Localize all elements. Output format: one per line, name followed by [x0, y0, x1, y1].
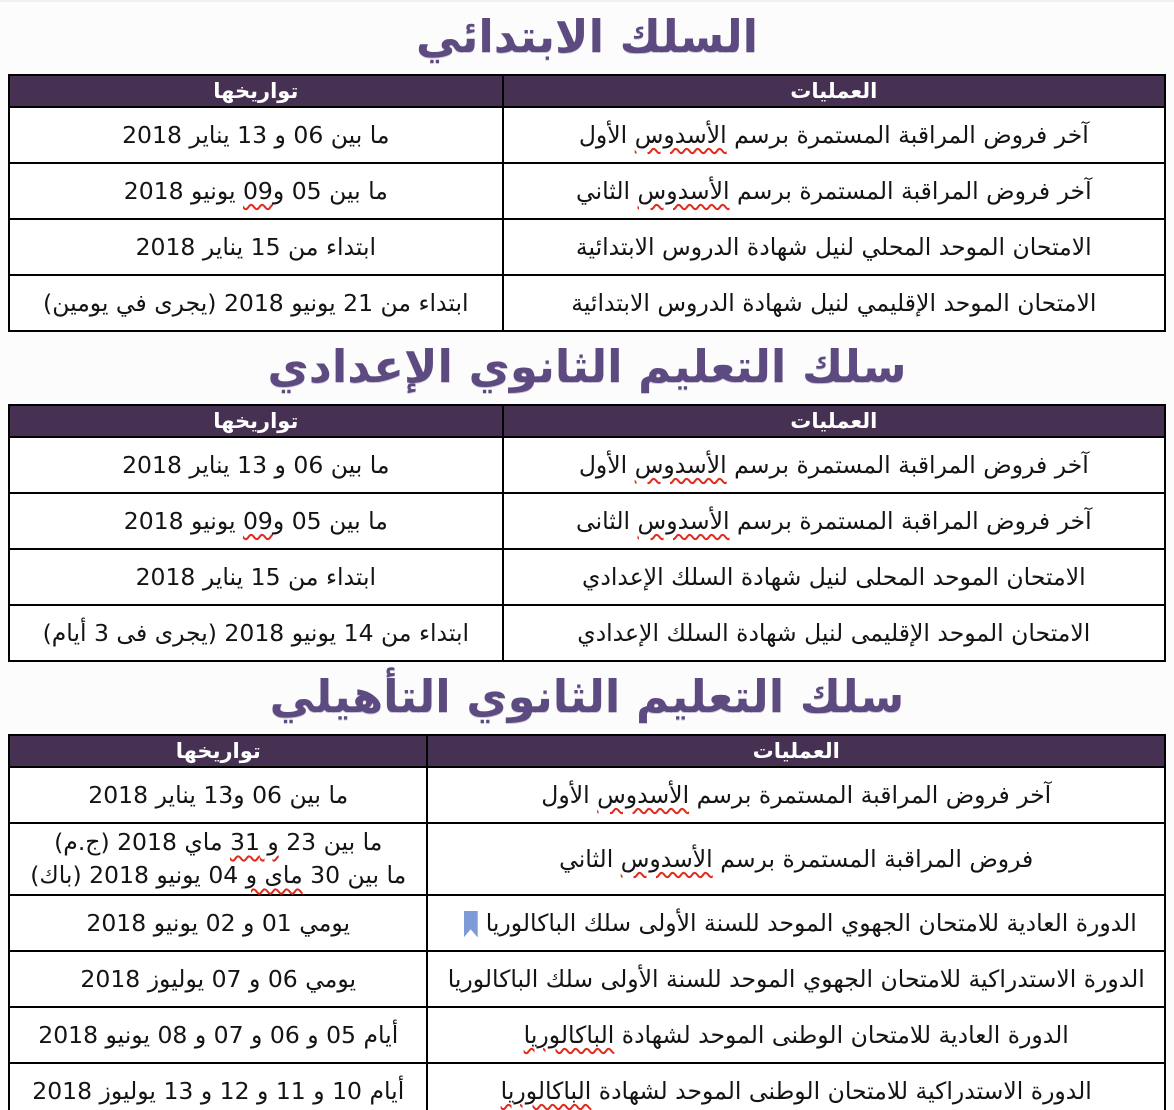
date-text: أيام 10 و 11 و 12 و 13 يوليوز 2018 — [32, 1076, 405, 1105]
operation-text: الدورة العادية للامتحان الجهوي الموحد للسنة الأولى سلك الباكالوريا — [485, 908, 1137, 937]
date-text: ماي 2018 (ج.م) — [54, 828, 231, 856]
header-row — [9, 735, 1165, 767]
operation-text: الامتحان الموحد الإقليمى لنيل شهادة السلك الإعدادي — [577, 618, 1091, 647]
dates-cell — [9, 549, 503, 605]
operations-column-header: العمليات — [503, 405, 1165, 437]
date-text: ابتداء من 15 يناير 2018 — [135, 232, 377, 261]
date-line — [20, 175, 492, 208]
dates-cell — [9, 107, 503, 163]
operation-text: الدورة العادية للامتحان الوطنى الموحد لشهادة — [614, 1020, 1069, 1049]
date-text: يونيو 2018 — [123, 506, 243, 535]
operation-cell — [503, 107, 1165, 163]
operation-text: الامتحان الموحد المحلى لنيل شهادة السلك الإعدادي — [582, 562, 1086, 591]
dates-cell — [9, 823, 427, 895]
operation-text: آخر فروض المراقبة المستمرة برسم — [726, 120, 1089, 149]
date-text: ما بين 06 و13 يناير 2018 — [88, 780, 349, 809]
date-line — [20, 907, 416, 940]
operation-misspelled-text: الأسدوس — [637, 506, 730, 535]
section-title: سلك التعليم الثانوي الإعدادي — [267, 340, 907, 393]
operation-text: الأول — [578, 450, 635, 479]
date-text: يومي 06 و 07 يوليوز 2018 — [80, 964, 357, 993]
table-row — [9, 163, 1165, 219]
operation-misspelled-text: الأسدوس — [634, 450, 727, 479]
dates-cell — [9, 437, 503, 493]
schedule-table — [8, 74, 1166, 332]
dates-column-header: تواريخها — [9, 735, 427, 767]
operation-misspelled-text: الأسدوس — [620, 844, 713, 873]
operation-text: الثاني — [559, 844, 621, 873]
date-text: ابتداء من 15 يناير 2018 — [135, 562, 377, 591]
operation-text: آخر فروض المراقبة المستمرة برسم — [726, 450, 1089, 479]
operation-misspelled-text: الباكالوريا — [523, 1020, 615, 1049]
date-text: 04 يونيو 2018 (باك) — [30, 861, 246, 889]
operation-text: الدورة الاستدراكية للامتحان الوطنى الموحد لشهادة — [591, 1076, 1092, 1105]
dates-cell — [9, 1007, 427, 1063]
operation-text: آخر فروض المراقبة المستمرة برسم — [729, 506, 1092, 535]
date-line — [20, 779, 416, 812]
date-text: أيام 05 و 06 و 07 و 08 يونيو 2018 — [38, 1020, 399, 1049]
dates-cell — [9, 767, 427, 823]
schedule-table — [8, 734, 1166, 1110]
dates-cell — [9, 493, 503, 549]
date-misspelled-text: ماى و — [245, 861, 303, 889]
dates-cell — [9, 1063, 427, 1110]
operation-text: الامتحان الموحد الإقليمي لنيل شهادة الدروس الابتدائية — [571, 288, 1097, 317]
operation-text: الثاني — [576, 176, 638, 205]
dates-cell — [9, 219, 503, 275]
operation-cell — [503, 275, 1165, 331]
cycle-section-3 — [0, 662, 1174, 1110]
operation-cell — [427, 895, 1165, 951]
operation-cell — [427, 1063, 1165, 1110]
date-line — [20, 859, 416, 892]
table-row — [9, 493, 1165, 549]
table-row — [9, 275, 1165, 331]
operation-text: آخر فروض المراقبة المستمرة برسم — [689, 780, 1052, 809]
operation-text: الأول — [541, 780, 598, 809]
dates-column-header: تواريخها — [9, 75, 503, 107]
operation-text: آخر فروض المراقبة المستمرة برسم — [729, 176, 1092, 205]
section-title: السلك الابتدائي — [415, 10, 759, 63]
date-line — [20, 617, 492, 650]
date-line — [20, 119, 492, 152]
bookmark-icon — [464, 911, 478, 938]
operation-cell — [427, 767, 1165, 823]
operation-cell — [427, 1007, 1165, 1063]
date-line — [20, 505, 492, 538]
table-row — [9, 951, 1165, 1007]
dates-cell — [9, 163, 503, 219]
dates-cell — [9, 895, 427, 951]
date-text: ما بين 05 و — [272, 176, 388, 205]
date-text: ما بين 30 — [302, 861, 407, 889]
date-line — [20, 449, 492, 482]
dates-cell — [9, 951, 427, 1007]
dates-cell — [9, 275, 503, 331]
header-row — [9, 405, 1165, 437]
cycle-section-2 — [0, 332, 1174, 662]
date-line — [20, 561, 492, 594]
document-page — [0, 2, 1174, 1110]
table-row — [9, 437, 1165, 493]
date-line — [20, 826, 416, 859]
dates-column-header: تواريخها — [9, 405, 503, 437]
operation-misspelled-text: الأسدوس — [597, 780, 690, 809]
operation-text: الأول — [578, 120, 635, 149]
date-line — [20, 1019, 416, 1052]
operation-misspelled-text: الأسدوس — [637, 176, 730, 205]
operations-column-header: العمليات — [503, 75, 1165, 107]
date-misspelled-text: 09 — [242, 176, 273, 205]
date-text: ما بين 06 و 13 يناير 2018 — [122, 120, 390, 149]
table-row — [9, 107, 1165, 163]
operations-column-header: العمليات — [427, 735, 1165, 767]
cycle-section-1 — [0, 2, 1174, 332]
table-row — [9, 767, 1165, 823]
operation-cell — [503, 437, 1165, 493]
operation-cell — [503, 163, 1165, 219]
date-misspelled-text: و 31 — [230, 828, 279, 856]
date-line — [20, 963, 416, 996]
date-text: ما بين 06 و 13 يناير 2018 — [122, 450, 390, 479]
header-row — [9, 75, 1165, 107]
operation-misspelled-text: الأسدوس — [634, 120, 727, 149]
date-line — [20, 1075, 416, 1108]
date-text: يونيو 2018 — [123, 176, 243, 205]
table-row — [9, 605, 1165, 661]
table-row — [9, 1007, 1165, 1063]
section-title: سلك التعليم الثانوي التأهيلي — [269, 670, 905, 723]
table-row — [9, 823, 1165, 895]
date-line — [20, 231, 492, 264]
table-row — [9, 219, 1165, 275]
operation-cell — [427, 951, 1165, 1007]
date-text: ابتداء من 21 يونيو 2018 (يجرى في يومين) — [43, 288, 469, 317]
table-row — [9, 895, 1165, 951]
operation-cell — [503, 219, 1165, 275]
operation-text: فروض المراقبة المستمرة برسم — [712, 844, 1034, 873]
date-text: ابتداء من 14 يونيو 2018 (يجرى فى 3 أيام) — [42, 618, 470, 647]
schedule-table — [8, 404, 1166, 662]
operation-text: الامتحان الموحد المحلي لنيل شهادة الدروس الابتدائية — [575, 232, 1092, 261]
date-text: ما بين 05 و — [272, 506, 388, 535]
table-row — [9, 549, 1165, 605]
operation-cell — [503, 549, 1165, 605]
date-text: يومي 01 و 02 يونيو 2018 — [86, 908, 351, 937]
operation-text: الثانى — [576, 506, 638, 535]
operation-cell — [503, 493, 1165, 549]
operation-cell — [427, 823, 1165, 895]
dates-cell — [9, 605, 503, 661]
operation-text: الدورة الاستدراكية للامتحان الجهوي الموحد للسنة الأولى سلك الباكالوريا — [447, 964, 1145, 993]
date-misspelled-text: 09 — [242, 506, 273, 535]
date-line — [20, 287, 492, 320]
date-text: ما بين 23 — [278, 828, 383, 856]
table-row — [9, 1063, 1165, 1110]
operation-misspelled-text: الباكالوريا — [500, 1076, 592, 1105]
operation-cell — [503, 605, 1165, 661]
